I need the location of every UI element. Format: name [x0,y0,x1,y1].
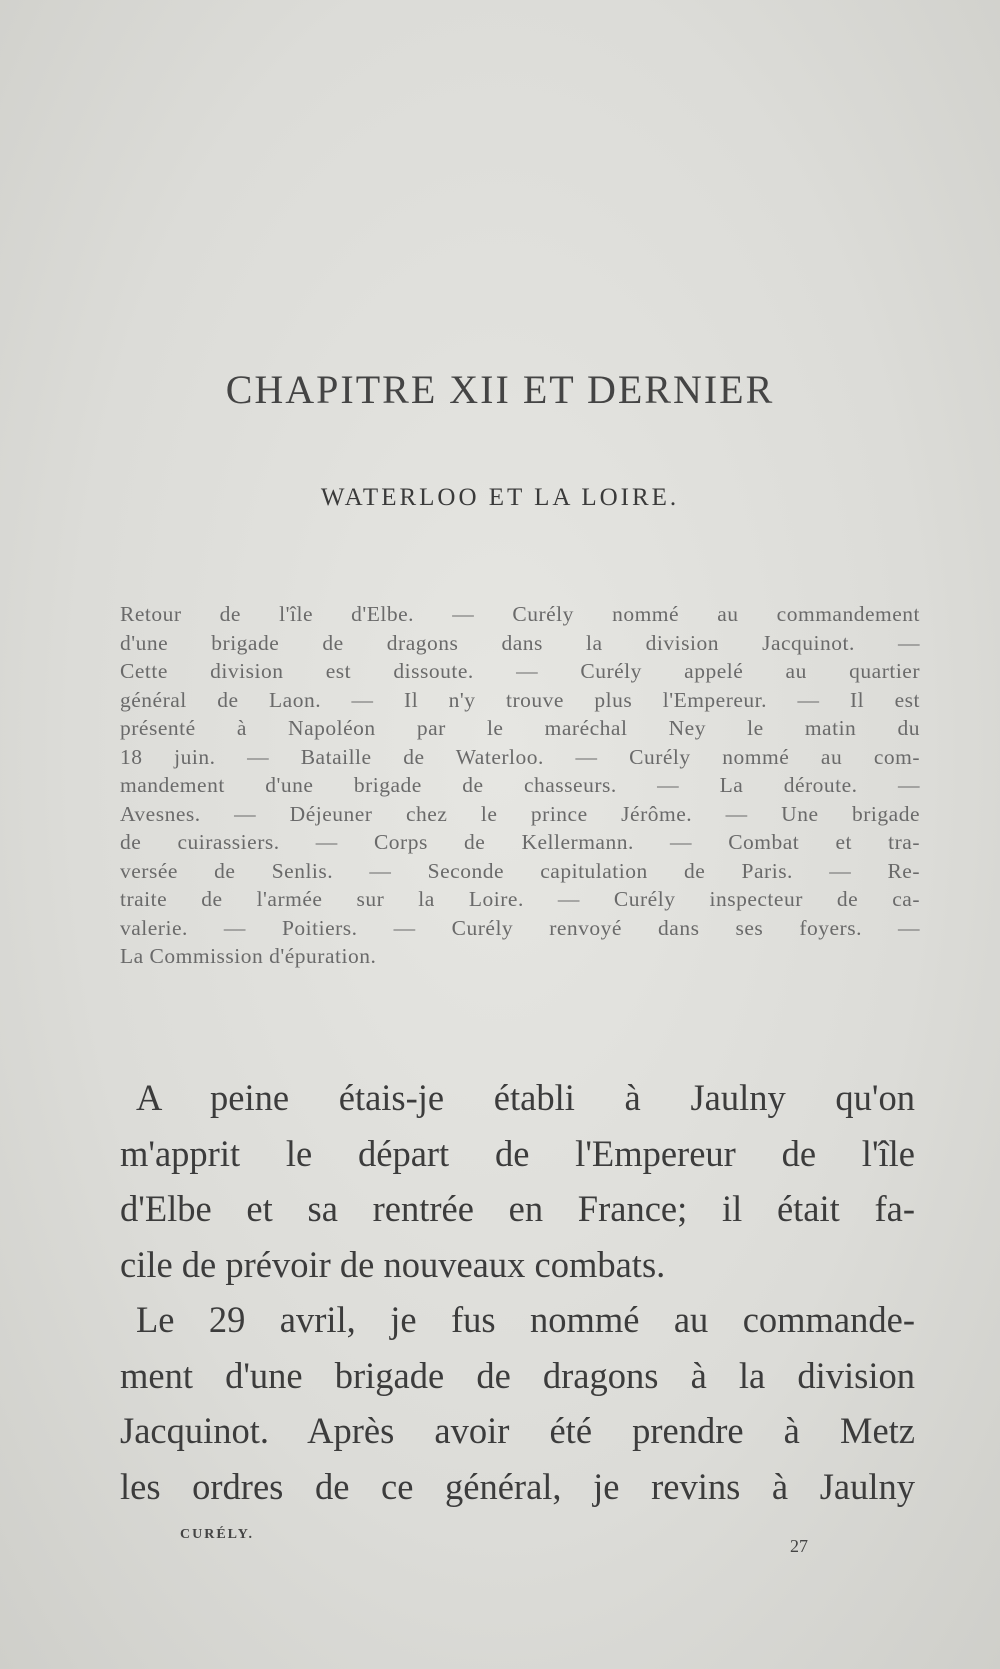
summary-line: Avesnes. — Déjeuner chez le prince Jérôme. — Une brigade [120,801,920,826]
footer-signature: CURÉLY. [180,1527,255,1542]
body-line: d'Elbe et sa rentrée en France; il était fa- [120,1188,915,1229]
summary-line: 18 juin. — Bataille de Waterloo. — Curély nommé au com- [120,744,920,769]
chapter-subtitle: WATERLOO ET LA LOIRE. [320,484,680,511]
body-line: Le 29 avril, je fus nommé au commande- [136,1299,915,1340]
summary-line: d'une brigade de dragons dans la division Jacquinot. — [120,630,920,655]
body-line: les ordres de ce général, je revins à Jaulny [120,1465,915,1507]
summary-line: présenté à Napoléon par le maréchal Ney le matin du [120,716,920,740]
summary-line: de cuirassiers. — Corps de Kellermann. — Combat et tra- [120,830,920,854]
body-line: cile de prévoir de nouveaux combats. [120,1243,666,1285]
summary-line: versée de Senlis. — Seconde capitulation de Paris. — Re- [120,858,920,883]
body-line: Jacquinot. Après avoir été prendre à Metz [120,1410,915,1451]
summary-line: mandement d'une brigade de chasseurs. — La déroute. — [120,773,920,797]
body-text [120,1070,915,1514]
summary-line: La Commission d'épuration. [120,944,377,968]
summary-line: valerie. — Poitiers. — Curély renvoyé dans ses foyers. — [120,915,920,940]
chapter-title: CHAPITRE XII ET DERNIER [225,367,775,412]
body-line: A peine étais-je établi à Jaulny qu'on [136,1077,915,1118]
page-number: 27 [790,1536,808,1556]
summary-line: Cette division est dissoute. — Curély appelé au quartier [120,659,920,683]
body-line: ment d'une brigade de dragons à la division [120,1354,915,1396]
body-line: m'apprit le départ de l'Empereur de l'île [120,1132,915,1174]
chapter-summary [120,600,920,971]
summary-line: général de Laon. — Il n'y trouve plus l'Empereur. — Il est [120,687,920,712]
summary-line: Retour de l'île d'Elbe. — Curély nommé au commandement [120,602,920,626]
summary-line: traite de l'armée sur la Loire. — Curély inspecteur de ca- [120,887,920,911]
